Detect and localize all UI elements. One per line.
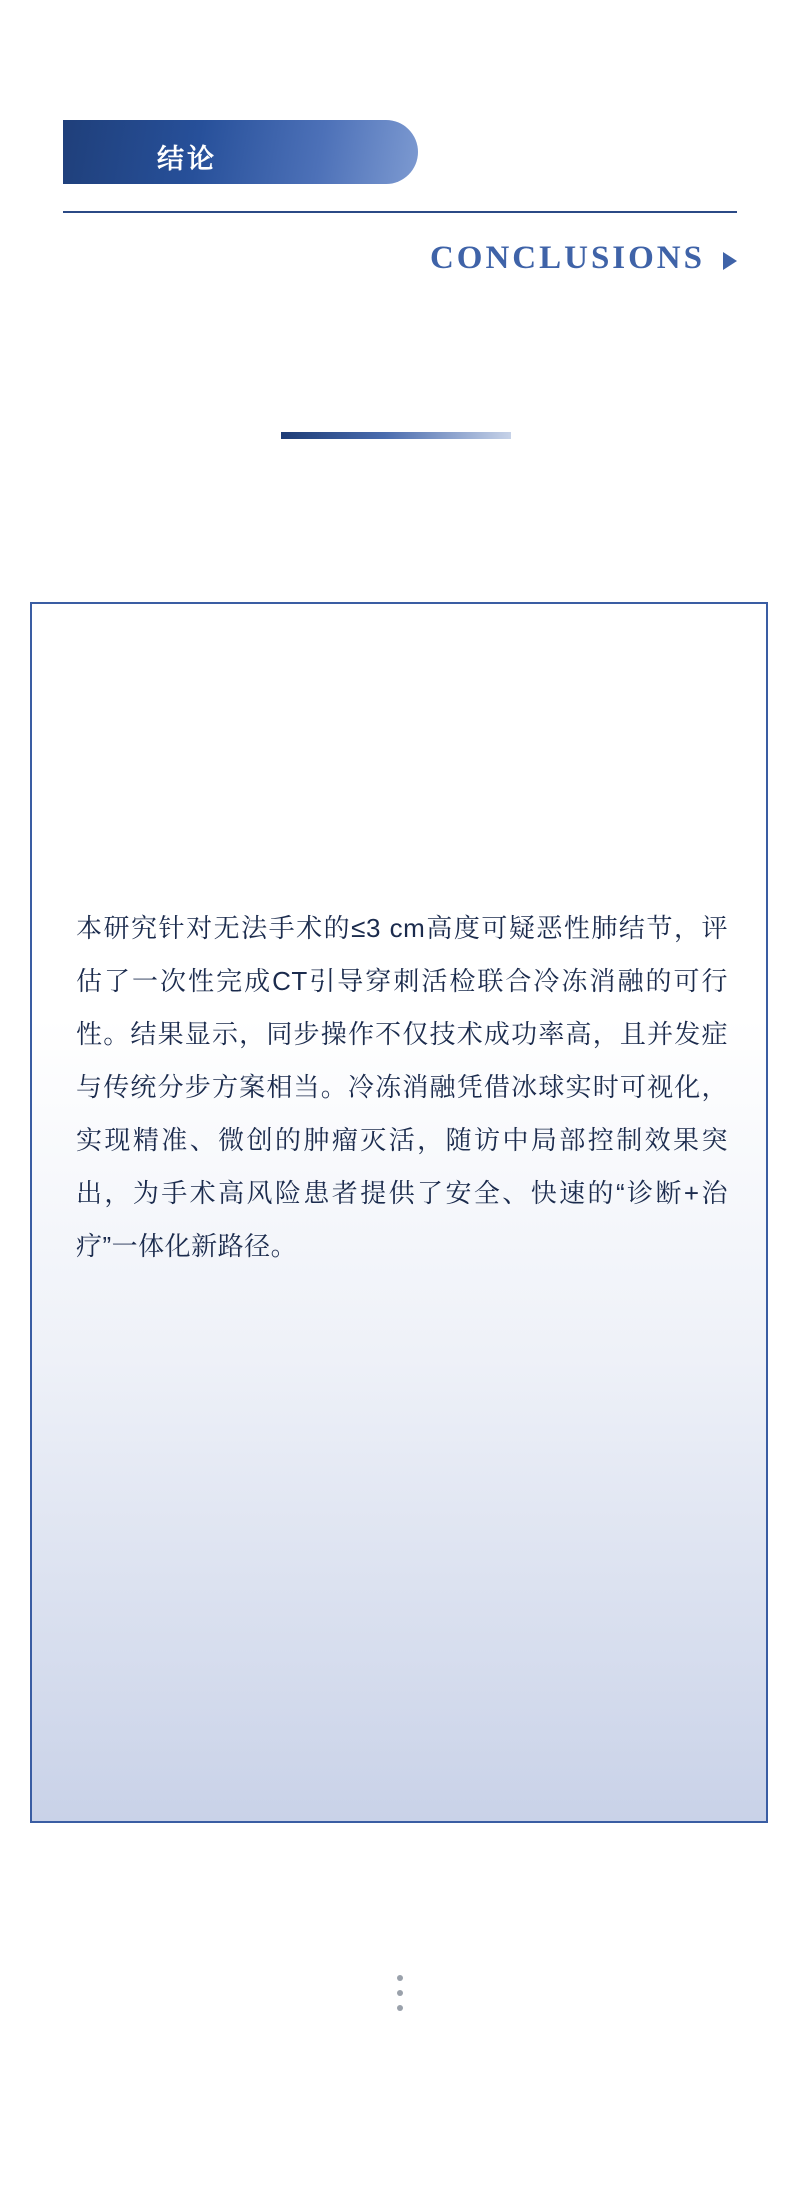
conclusion-body-text: 本研究针对无法手术的≤3 cm高度可疑恶性肺结节，评估了一次性完成CT引导穿刺活检联合冷冻消融的可行性。结果显示，同步操作不仅技术成功率高，且并发症与传统分步方案相当。冷冻消融凭借冰球实时可视化，实现精准、微创的肿瘤灭活，随访中局部控制效果突出，为手术高风险患者提供了安全、快速的“诊断+治疗”一体化新路径。: [76, 913, 728, 1261]
header-tab-block: [63, 120, 423, 188]
triangle-right-icon: [723, 252, 737, 270]
dot-2: [397, 1990, 403, 1996]
section-tab-label: 结论: [157, 144, 217, 174]
conclusion-card: [30, 602, 768, 1823]
section-title-english: CONCLUSIONS: [429, 240, 705, 276]
dot-1: [397, 1975, 403, 1981]
dot-3: [397, 2005, 403, 2011]
gradient-divider: [281, 432, 511, 439]
header-divider-line: [63, 211, 737, 213]
more-vertical-icon: [397, 1975, 403, 2011]
section-tab: [63, 120, 418, 184]
